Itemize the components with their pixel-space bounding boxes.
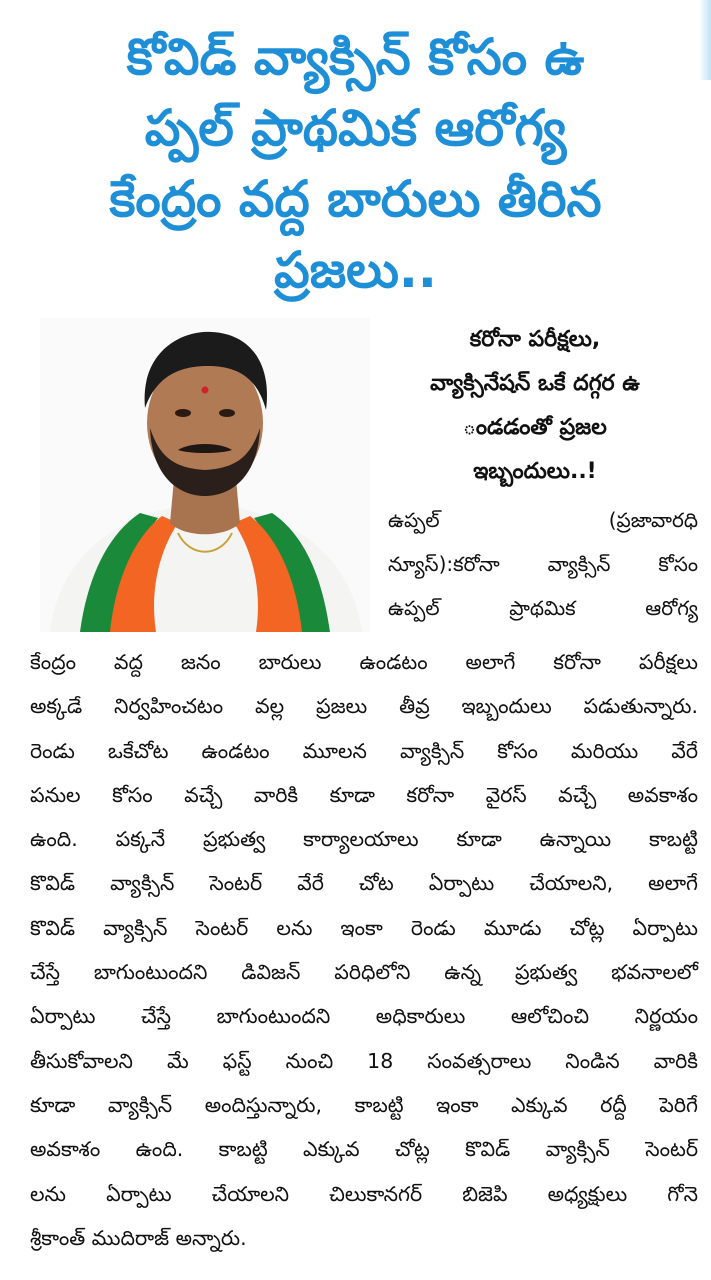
portrait-illustration: [40, 318, 370, 632]
body-line: ఏర్పాటు చేస్తే బాగుంటుందని అధికారులు ఆలోచించి నిర్ణయం: [30, 1004, 698, 1029]
portrait-photo: [40, 318, 370, 632]
headline-line: ప్పల్ ప్రాథమిక ఆరోగ్య: [144, 99, 567, 157]
body-line: శ్రీకాంత్ ముదిరాజ్ అన్నారు.: [30, 1225, 247, 1250]
subheadline-line: వ్యాక్సినేషన్ ఒకే దగ్గర ఉ: [430, 371, 640, 396]
body-line: పనుల కోసం వచ్చే వారికి కూడా కరోనా వైరస్ వచ్చే అవకాశం: [30, 782, 698, 807]
subheadline-line: ఇబ్బందులు..!: [473, 459, 597, 484]
body-line: చేస్తే బాగుంటుందని డివిజన్ పరిధిలోని ఉన్న ప్రభుత్వ భవనాలలో: [30, 960, 698, 985]
headline-line: కోవిడ్ వ్యాక్సిన్ కోసం ఉ: [126, 28, 585, 86]
subheadline-line: కరోనా పరీక్షలు,: [469, 327, 601, 352]
body-line: కూడా వ్యాక్సిన్ అందిస్తున్నారు, కాబట్టి ఇంకా ఎక్కువ రద్దీ పెరిగే: [30, 1092, 698, 1117]
subheadline: [372, 318, 698, 494]
body-line: కేంద్రం వద్ద జనం బారులు ఉండటం అలాగే కరోనా పరీక్షలు: [30, 650, 698, 674]
edge-photo-strip: [699, 0, 711, 80]
headline-line: కేంద్రం వద్ద బారులు తీరిన: [109, 170, 602, 228]
headline: [14, 22, 697, 306]
subheadline-line: ండడంతో ప్రజల: [463, 415, 607, 440]
headline-line: ప్రజలు..: [274, 241, 437, 299]
dateline-line: ఉప్పల్ ప్రాథమిక ఆరోగ్య: [388, 596, 698, 620]
dateline-line: ఉప్పల్ (ప్రజావారధి: [388, 508, 698, 532]
body-line: లను ఏర్పాటు చేయాలని చిలుకానగర్ బిజెపి అధ్యక్షులు గోనె: [30, 1181, 698, 1206]
body-line: కొవిడ్ వ్యాక్సిన్ సెంటర్ వేరే చోట ఏర్పాటు చేయాలని, అలాగే: [30, 871, 698, 896]
body-line: అవకాశం ఉంది. కాబట్టి ఎక్కువ చోట్ల కొవిడ్ వ్యాక్సిన్ సెంటర్: [30, 1137, 698, 1162]
dateline: [388, 498, 698, 630]
body-line: తీసుకోవాలని మే ఫస్ట్ నుంచి 18 సంవత్సరాలు నిండిన వారికి: [30, 1048, 698, 1073]
article-body: [30, 640, 698, 1260]
body-line: రెండు ఒకేచోట ఉండటం మూలన వ్యాక్సిన్ కోసం మరియు వేరే: [30, 738, 698, 763]
body-line: అక్కడే నిర్వహించటం వల్ల ప్రజలు తీవ్ర ఇబ్బందులు పడుతున్నారు.: [30, 694, 698, 719]
body-line: ఉంది. పక్కనే ప్రభుత్వ కార్యాలయాలు కూడా ఉన్నాయి కాబట్టి: [30, 827, 698, 852]
dateline-line: న్యూస్):కరోనా వ్యాక్సిన్ కోసం: [388, 552, 698, 576]
body-line: కొవిడ్ వ్యాక్సిన్ సెంటర్ లను ఇంకా రెండు మూడు చోట్ల ఏర్పాటు: [30, 915, 698, 940]
